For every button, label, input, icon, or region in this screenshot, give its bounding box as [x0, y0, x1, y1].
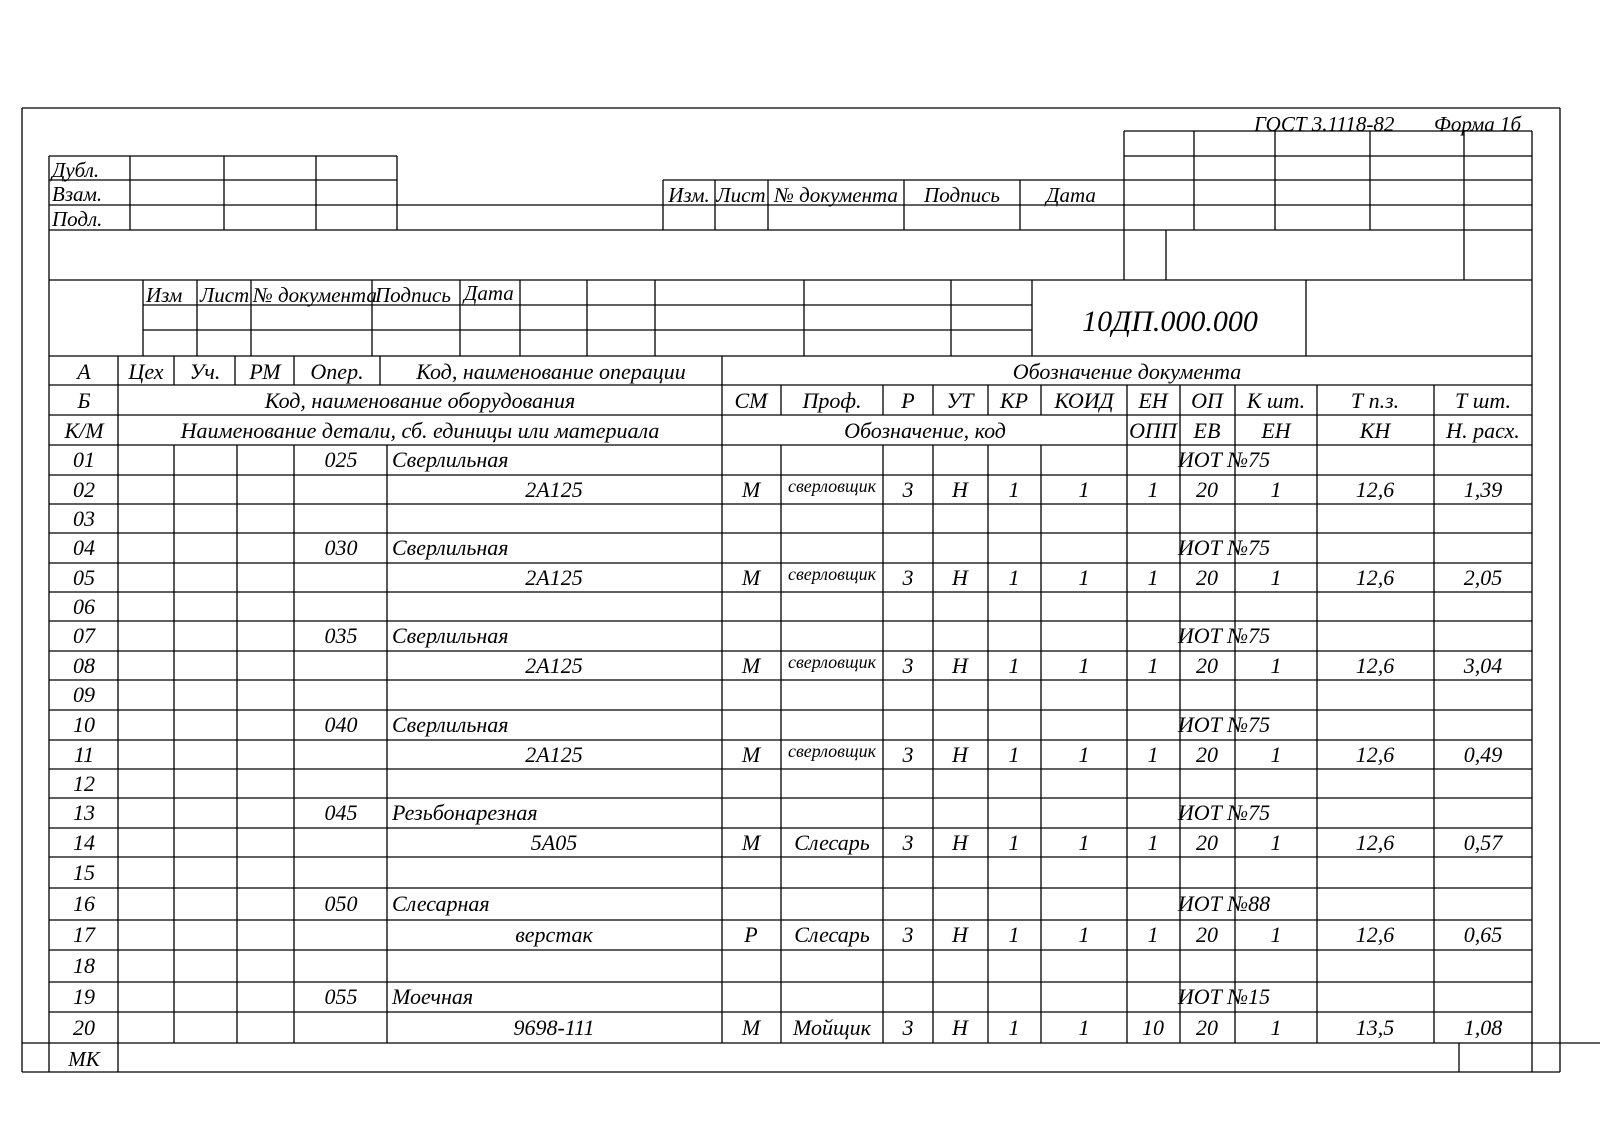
- op-header: ОП: [1191, 388, 1223, 413]
- document-ref: ИОТ №75: [1177, 447, 1271, 472]
- sm-header: СМ: [734, 388, 768, 413]
- koid-value: 1: [1078, 1014, 1090, 1040]
- oboz-doc-header: Обозначение документа: [1012, 359, 1242, 384]
- profession: сверловщик: [788, 651, 876, 672]
- operation-code: 035: [324, 623, 358, 648]
- ut-value: Н: [952, 741, 968, 767]
- equipment: 2А125: [525, 476, 583, 502]
- ut-header: УТ: [946, 388, 974, 413]
- en-value: 1: [1147, 652, 1159, 678]
- gost-label: ГОСТ 3.1118-82: [1254, 112, 1395, 136]
- signature-label: Подпись: [924, 183, 1000, 207]
- op-value: 20: [1196, 922, 1218, 947]
- kr-header: КР: [999, 388, 1029, 413]
- row-number: 08: [73, 652, 95, 678]
- r-header: Р: [901, 388, 915, 413]
- koid-value: 1: [1078, 829, 1090, 855]
- kst-header: К шт.: [1246, 388, 1306, 413]
- kr-value: 1: [1008, 1014, 1020, 1040]
- sm-value: М: [741, 829, 761, 855]
- sm-value: М: [741, 1014, 761, 1040]
- sm-value: М: [741, 741, 761, 767]
- koid-value: 1: [1078, 922, 1090, 947]
- row-number: 11: [73, 741, 95, 767]
- operation-code: 050: [324, 891, 358, 916]
- doc-number-label-2: № документа: [253, 283, 377, 307]
- nrash-header: Н. расх.: [1446, 418, 1520, 443]
- profession: Мойщик: [793, 1014, 871, 1040]
- tpz-value: 12,6: [1355, 922, 1395, 947]
- date-label: Дата: [1046, 183, 1096, 207]
- tsht-value: 0,57: [1463, 829, 1503, 855]
- kr-value: 1: [1008, 564, 1020, 590]
- equipment: 2А125: [525, 564, 583, 590]
- row-number: 04: [73, 535, 95, 560]
- operation-name: Сверлильная: [392, 712, 509, 737]
- en-km-header: ЕН: [1261, 418, 1291, 443]
- kst-value: 1: [1270, 476, 1282, 502]
- equipment: 2А125: [525, 741, 583, 767]
- r-value: 3: [902, 922, 914, 947]
- row-number: 19: [73, 984, 95, 1009]
- tsht-value: 3,04: [1463, 652, 1503, 678]
- ut-value: Н: [952, 922, 968, 947]
- profession: сверловщик: [788, 740, 876, 761]
- op-value: 20: [1196, 1014, 1218, 1040]
- profession: сверловщик: [788, 475, 876, 496]
- kst-value: 1: [1270, 652, 1282, 678]
- en-value: 1: [1147, 476, 1159, 502]
- row-number: 05: [73, 564, 95, 590]
- op-value: 20: [1196, 564, 1218, 590]
- tsht-value: 0,65: [1463, 922, 1503, 947]
- uch-header: Уч.: [189, 359, 221, 384]
- op-value: 20: [1196, 476, 1218, 502]
- row-number: 01: [73, 447, 95, 472]
- row-number: 12: [73, 770, 95, 796]
- sm-value: М: [741, 564, 761, 590]
- equipment: 9698-111: [513, 1014, 595, 1040]
- tsht-value: 2,05: [1463, 564, 1503, 590]
- row-number: 07: [73, 623, 95, 648]
- tsht-header: Т шт.: [1455, 388, 1511, 413]
- oboz-kod-header: Обозначение, код: [844, 418, 1006, 443]
- tpz-header: Т п.з.: [1350, 388, 1400, 413]
- kr-value: 1: [1008, 829, 1020, 855]
- sm-value: М: [741, 476, 761, 502]
- list-label: Лист: [716, 183, 766, 207]
- r-value: 3: [902, 1014, 914, 1040]
- kr-value: 1: [1008, 741, 1020, 767]
- ut-value: Н: [952, 1014, 968, 1040]
- kr-value: 1: [1008, 476, 1020, 502]
- equipment: 5А05: [530, 829, 578, 855]
- document-ref: ИОТ №88: [1177, 891, 1271, 916]
- operation-name: Слесарная: [392, 891, 490, 916]
- koid-value: 1: [1078, 652, 1090, 678]
- tpz-value: 12,6: [1355, 652, 1395, 678]
- row-number: 16: [73, 891, 95, 916]
- signature-label-2: Подпись: [375, 283, 451, 307]
- row-number: 18: [73, 953, 95, 978]
- kn-header: КН: [1359, 418, 1391, 443]
- kst-value: 1: [1270, 1014, 1282, 1040]
- mk-label: МК: [68, 1047, 100, 1071]
- izm-label: Изм.: [668, 183, 710, 207]
- kst-value: 1: [1270, 741, 1282, 767]
- op-value: 20: [1196, 741, 1218, 767]
- document-designation: 10ДП.000.000: [1082, 305, 1258, 338]
- form-label: Форма 1б: [1434, 112, 1522, 136]
- list-label-2: Лист: [200, 283, 250, 307]
- operation-name: Моечная: [392, 984, 474, 1009]
- row-km-prefix: К/М: [64, 418, 104, 443]
- equipment: 2А125: [525, 652, 583, 678]
- en-value: 1: [1147, 564, 1159, 590]
- row-number: 03: [73, 505, 95, 531]
- ut-value: Н: [952, 476, 968, 502]
- document-ref: ИОТ №75: [1177, 800, 1271, 825]
- en-value: 10: [1142, 1014, 1164, 1040]
- row-number: 13: [73, 800, 95, 825]
- row-number: 09: [73, 682, 95, 707]
- tpz-value: 12,6: [1355, 741, 1395, 767]
- row-a-prefix: А: [77, 359, 91, 384]
- koid-value: 1: [1078, 564, 1090, 590]
- operation-code: 040: [324, 712, 358, 737]
- operation-code: 030: [324, 535, 358, 560]
- kod-equip-header: Код, наименование оборудования: [264, 388, 576, 413]
- row-b-prefix: Б: [77, 388, 91, 413]
- r-value: 3: [902, 741, 914, 767]
- operation-name: Резьбонарезная: [392, 800, 538, 825]
- en-header: ЕН: [1138, 388, 1168, 413]
- document-ref: ИОТ №15: [1177, 984, 1271, 1009]
- r-value: 3: [902, 652, 914, 678]
- r-value: 3: [902, 476, 914, 502]
- operation-name: Сверлильная: [392, 535, 509, 560]
- koid-value: 1: [1078, 741, 1090, 767]
- vzam-label: Взам.: [52, 182, 103, 206]
- operation-code: 055: [324, 984, 358, 1009]
- operation-name: Сверлильная: [392, 447, 509, 472]
- opp-header: ОПП: [1129, 418, 1177, 443]
- oper-header: Опер.: [310, 359, 364, 384]
- koid-header: КОИД: [1054, 388, 1114, 413]
- tpz-value: 12,6: [1355, 564, 1395, 590]
- operation-name: Сверлильная: [392, 623, 509, 648]
- kst-value: 1: [1270, 564, 1282, 590]
- equipment: верстак: [515, 922, 593, 947]
- op-value: 20: [1196, 652, 1218, 678]
- en-value: 1: [1147, 741, 1159, 767]
- ev-header: ЕВ: [1193, 418, 1221, 443]
- podl-label: Подл.: [52, 207, 103, 231]
- sm-value: Р: [744, 922, 758, 947]
- ut-value: Н: [952, 829, 968, 855]
- date-label-2: Дата: [464, 281, 514, 305]
- izm-label-2: Изм: [146, 283, 183, 307]
- row-number: 20: [73, 1014, 95, 1040]
- document-ref: ИОТ №75: [1177, 535, 1271, 560]
- prof-header: Проф.: [802, 388, 862, 413]
- r-value: 3: [902, 829, 914, 855]
- document-ref: ИОТ №75: [1177, 623, 1271, 648]
- row-number: 17: [73, 922, 95, 947]
- operation-code: 045: [324, 800, 358, 825]
- en-value: 1: [1147, 922, 1159, 947]
- profession: Слесарь: [794, 922, 870, 947]
- tpz-value: 12,6: [1355, 829, 1395, 855]
- profession: Слесарь: [794, 829, 870, 855]
- r-value: 3: [902, 564, 914, 590]
- rm-header: РМ: [249, 359, 281, 384]
- ut-value: Н: [952, 564, 968, 590]
- row-number: 06: [73, 593, 95, 619]
- tpz-value: 12,6: [1355, 476, 1395, 502]
- kst-value: 1: [1270, 922, 1282, 947]
- kr-value: 1: [1008, 652, 1020, 678]
- kst-value: 1: [1270, 829, 1282, 855]
- tsekh-header: Цех: [128, 359, 164, 384]
- doc-number-label: № документа: [774, 183, 898, 207]
- document-ref: ИОТ №75: [1177, 712, 1271, 737]
- en-value: 1: [1147, 829, 1159, 855]
- row-number: 02: [73, 476, 95, 502]
- kod-op-header: Код, наименование операции: [416, 359, 686, 384]
- op-value: 20: [1196, 829, 1218, 855]
- tsht-value: 0,49: [1463, 741, 1503, 767]
- row-number: 14: [73, 829, 95, 855]
- row-number: 10: [73, 712, 95, 737]
- dubl-label: Дубл.: [52, 158, 100, 182]
- tpz-value: 13,5: [1355, 1014, 1395, 1040]
- koid-value: 1: [1078, 476, 1090, 502]
- detail-name-header: Наименование детали, сб. единицы или материала: [180, 418, 660, 443]
- tsht-value: 1,08: [1463, 1014, 1503, 1040]
- profession: сверловщик: [788, 563, 876, 584]
- tsht-value: 1,39: [1463, 476, 1503, 502]
- ut-value: Н: [952, 652, 968, 678]
- operation-code: 025: [324, 447, 358, 472]
- row-number: 15: [73, 859, 95, 885]
- kr-value: 1: [1008, 922, 1020, 947]
- sm-value: М: [741, 652, 761, 678]
